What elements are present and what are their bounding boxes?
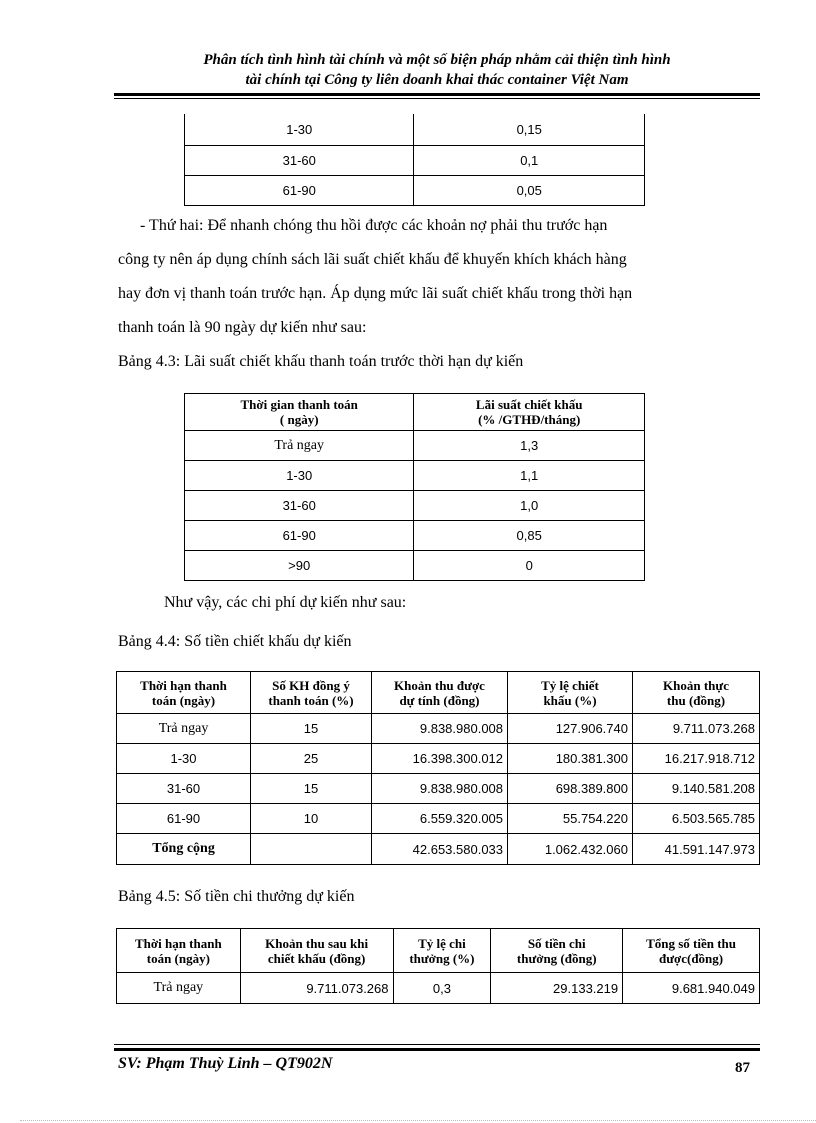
- table-cell: 61-90: [185, 175, 414, 205]
- table-cell: 0,15: [414, 114, 645, 145]
- table-row: [185, 461, 645, 491]
- table-cell: 16.398.300.012: [371, 744, 507, 774]
- column-header: Thời hạn thanh toán (ngày): [117, 672, 251, 714]
- table-prev-continued: [184, 114, 645, 206]
- table-cell: 1-30: [185, 461, 414, 491]
- page-number: 87: [735, 1060, 750, 1076]
- header-title-line-1: Phân tích tình hình tài chính và một số biện pháp nhằm cải thiện tình hình: [203, 52, 671, 68]
- column-header: Tổng số tiền thu được(đồng): [623, 929, 760, 973]
- header-rule-thick: [114, 93, 760, 96]
- table-row: [117, 714, 760, 744]
- header-rule-thin: [114, 98, 760, 99]
- table-cell: 0: [414, 551, 645, 581]
- table-cell: 15: [251, 714, 372, 744]
- table-row: [117, 774, 760, 804]
- table-4-4-caption: Bảng 4.4: Số tiền chiết khấu dự kiến: [118, 633, 352, 650]
- table-row: [117, 804, 760, 834]
- table-cell: 1-30: [185, 114, 414, 145]
- table-cell: 61-90: [117, 804, 251, 834]
- table-cell: 0,1: [414, 145, 645, 175]
- table-cell: Trả ngay: [117, 973, 241, 1004]
- column-header: Số KH đồng ý thanh toán (%): [251, 672, 372, 714]
- table-cell: 9.711.073.268: [240, 973, 393, 1004]
- column-header: Số tiền chi thưởng (đồng): [491, 929, 623, 973]
- table-cell: 1,3: [414, 431, 645, 461]
- column-header: Khoản thu sau khi chiết khấu (đồng): [240, 929, 393, 973]
- column-header: Tỷ lệ chiết khấu (%): [508, 672, 633, 714]
- table-row: [185, 551, 645, 581]
- table-cell: 127.906.740: [508, 714, 633, 744]
- table-row: [185, 175, 645, 205]
- table-cell: 31-60: [185, 491, 414, 521]
- table-4-3-caption: Bảng 4.3: Lãi suất chiết khấu thanh toán trước thời hạn dự kiến: [118, 353, 524, 370]
- table-cell: 10: [251, 804, 372, 834]
- table-header-row: [117, 672, 760, 714]
- table-cell: Tổng cộng: [117, 834, 251, 865]
- table-header-row: [185, 394, 645, 431]
- table-cell: 29.133.219: [491, 973, 623, 1004]
- table-cell: 9.681.940.049: [623, 973, 760, 1004]
- paragraph-line: hay đơn vị thanh toán trước hạn. Áp dụng mức lãi suất chiết khấu trong thời hạn: [118, 285, 633, 302]
- table-cell: 1-30: [117, 744, 251, 774]
- column-header: Khoản thu được dự tính (đồng): [371, 672, 507, 714]
- table-4-5-caption: Bảng 4.5: Số tiền chi thưởng dự kiến: [118, 888, 355, 905]
- table-cell: 1,1: [414, 461, 645, 491]
- table-cell: 31-60: [117, 774, 251, 804]
- table-cell: 9.838.980.008: [371, 714, 507, 744]
- table-cell: 0,85: [414, 521, 645, 551]
- paragraph-line: thanh toán là 90 ngày dự kiến như sau:: [118, 319, 367, 336]
- table-cell: 25: [251, 744, 372, 774]
- footer-rule-thick: [114, 1048, 760, 1051]
- table-cell: 180.381.300: [508, 744, 633, 774]
- table-cell: Trả ngay: [117, 714, 251, 744]
- table-row: [185, 491, 645, 521]
- footer-author: SV: Phạm Thuỳ Linh – QT902N: [118, 1055, 333, 1072]
- table-cell: 31-60: [185, 145, 414, 175]
- table-4-3: [184, 393, 645, 581]
- table-cell: 6.503.565.785: [632, 804, 759, 834]
- paragraph-line: công ty nên áp dụng chính sách lãi suất chiết khấu để khuyến khích khách hàng: [118, 251, 627, 268]
- table-cell: [251, 834, 372, 865]
- table-cell: 0,3: [393, 973, 491, 1004]
- table-cell: 9.838.980.008: [371, 774, 507, 804]
- table-row: [185, 431, 645, 461]
- page-bottom-divider: [20, 1120, 816, 1121]
- table-cell: 1.062.432.060: [508, 834, 633, 865]
- table-cell: 15: [251, 774, 372, 804]
- column-header: Lãi suất chiết khấu (% /GTHĐ/tháng): [414, 394, 645, 431]
- table-header-row: [117, 929, 760, 973]
- table-total-row: [117, 834, 760, 865]
- paragraph-line: - Thứ hai: Để nhanh chóng thu hồi được các khoản nợ phải thu trước hạn: [140, 217, 608, 234]
- table-cell: 1,0: [414, 491, 645, 521]
- header-title-line-2: tài chính tại Công ty liên doanh khai thác container Việt Nam: [245, 72, 629, 88]
- page-header-title: [100, 50, 774, 90]
- table-cell: 0,05: [414, 175, 645, 205]
- table-cell: 9.140.581.208: [632, 774, 759, 804]
- table-cell: 61-90: [185, 521, 414, 551]
- table-cell: 41.591.147.973: [632, 834, 759, 865]
- table-row: [185, 145, 645, 175]
- table-row: [117, 744, 760, 774]
- column-header: Tỷ lệ chi thưởng (%): [393, 929, 491, 973]
- table-cell: 9.711.073.268: [632, 714, 759, 744]
- table-cell: 698.389.800: [508, 774, 633, 804]
- table-4-4: [116, 671, 760, 865]
- table-row: [185, 114, 645, 145]
- body-paragraph: [118, 209, 758, 345]
- column-header: Thời gian thanh toán ( ngày): [185, 394, 414, 431]
- column-header: Thời hạn thanh toán (ngày): [117, 929, 241, 973]
- body-sentence: Như vậy, các chi phí dự kiến như sau:: [164, 594, 407, 611]
- table-cell: 42.653.580.033: [371, 834, 507, 865]
- table-cell: Trả ngay: [185, 431, 414, 461]
- column-header: Khoản thực thu (đồng): [632, 672, 759, 714]
- table-cell: 16.217.918.712: [632, 744, 759, 774]
- footer-rule-thin: [114, 1044, 760, 1045]
- table-cell: >90: [185, 551, 414, 581]
- table-cell: 55.754.220: [508, 804, 633, 834]
- table-row: [185, 521, 645, 551]
- table-cell: 6.559.320.005: [371, 804, 507, 834]
- table-row: [117, 973, 760, 1004]
- table-4-5: [116, 928, 760, 1004]
